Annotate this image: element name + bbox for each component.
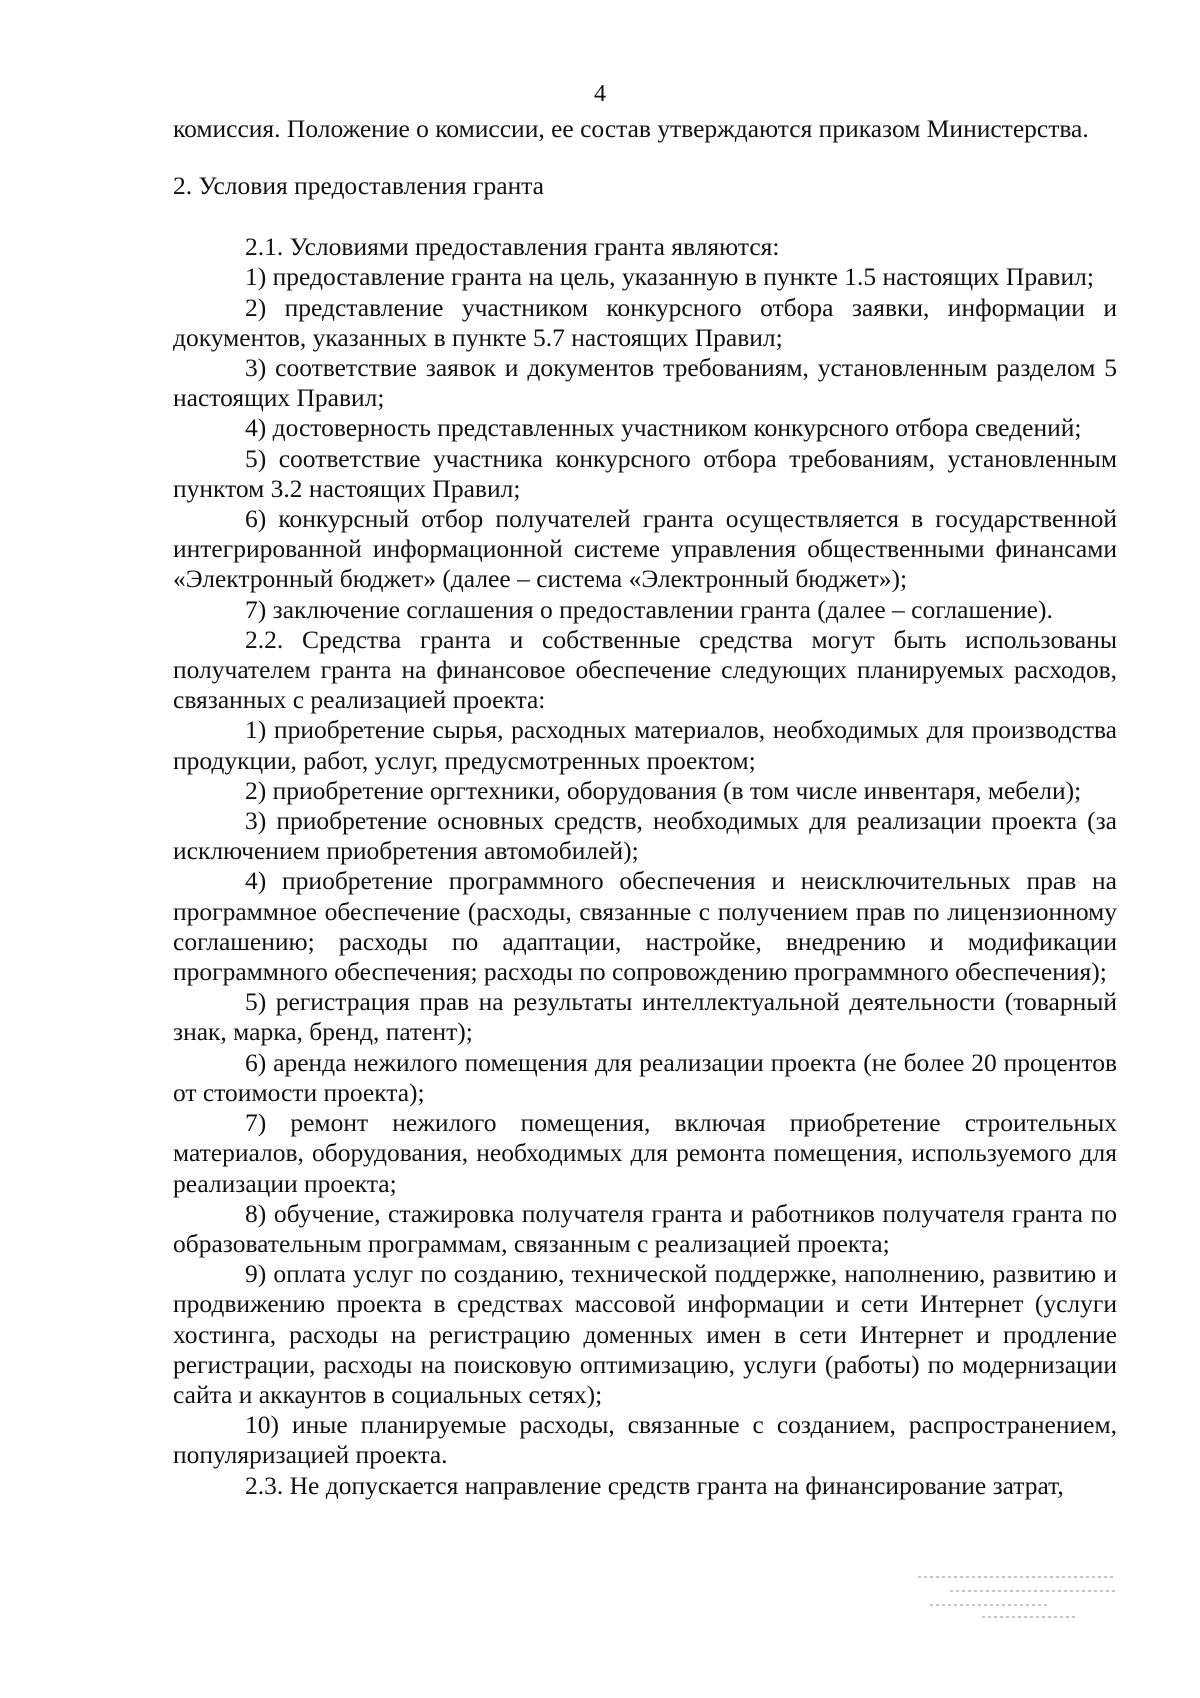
list-item: 3) соответствие заявок и документов требованиям, установленным разделом 5 настоящих Правил;: [173, 353, 1117, 413]
paragraph-continuation: комиссия. Положение о комиссии, ее состав утверждаются приказом Министерства.: [173, 114, 1089, 143]
section-title: 2. Условия предоставления гранта: [173, 171, 544, 201]
paragraph-2-3: 2.3. Не допускается направление средств гранта на финансирование затрат,: [245, 1470, 1064, 1500]
list-item: 5) регистрация прав на результаты интеллектуальной деятельности (товарный знак, марка, бренд, патент);: [173, 987, 1117, 1047]
list-item: 1) приобретение сырья, расходных материалов, необходимых для производства продукции, работ, услуг, предусмотренных проектом;: [173, 715, 1117, 775]
list-item: 4) приобретение программного обеспечения и неисключительных прав на программное обеспечение (расходы, связанные с получением прав по лицензионному соглашению; расходы по адаптации, настройке, внедрению и модификации программного обеспечения; расходы по сопровождению программного обеспечения);: [173, 866, 1117, 987]
paragraph-2-1: 2.1. Условиями предоставления гранта являются:: [245, 232, 780, 262]
list-item: 6) конкурсный отбор получателей гранта осуществляется в государственной интегрированной информационной системе управления общественными финансами «Электронный бюджет» (далее – система «Электронный бюджет»);: [173, 504, 1117, 594]
list-item: 8) обучение, стажировка получателя гранта и работников получателя гранта по образовательным программам, связанным с реализацией проекта;: [173, 1198, 1117, 1258]
faint-stamp-mark: [912, 1568, 1124, 1626]
list-item: 2) приобретение оргтехники, оборудования (в том числе инвентаря, мебели);: [245, 775, 1082, 805]
list-item: 2) представление участником конкурсного отбора заявки, информации и документов, указанных в пункте 5.7 настоящих Правил;: [173, 292, 1117, 352]
page-number: 4: [594, 81, 606, 107]
list-item: 3) приобретение основных средств, необходимых для реализации проекта (за исключением приобретения автомобилей);: [173, 806, 1117, 866]
list-item: 6) аренда нежилого помещения для реализации проекта (не более 20 процентов от стоимости проекта);: [173, 1047, 1117, 1107]
paragraph-2-2: 2.2. Средства гранта и собственные средства могут быть использованы получателем гранта на финансовое обеспечение следующих планируемых расходов, связанных с реализацией проекта:: [173, 624, 1117, 715]
list-item: 7) ремонт нежилого помещения, включая приобретение строительных материалов, оборудования, необходимых для ремонта помещения, используемого для реализации проекта;: [173, 1108, 1117, 1198]
list-item: 7) заключение соглашения о предоставлении гранта (далее – соглашение).: [245, 594, 1053, 624]
list-item: 9) оплата услуг по созданию, технической поддержке, наполнению, развитию и продвижению проекта в средствах массовой информации и сети Интернет (услуги хостинга, расходы на регистрацию доменных имен в сети Интернет и продление регистрации, расходы на поисковую оптимизацию, услуги (работы) по модернизации сайта и аккаунтов в социальных сетях);: [173, 1259, 1117, 1409]
list-item: 4) достоверность представленных участником конкурсного отбора сведений;: [245, 413, 1082, 443]
document-body: [173, 114, 1117, 1501]
list-item: 5) соответствие участника конкурсного отбора требованиям, установленным пунктом 3.2 настоящих Правил;: [173, 443, 1117, 503]
list-item: 10) иные планируемые расходы, связанные с созданием, распространением, популяризацией проекта.: [173, 1410, 1117, 1470]
list-item: 1) предоставление гранта на цель, указанную в пункте 1.5 настоящих Правил;: [245, 262, 1094, 292]
